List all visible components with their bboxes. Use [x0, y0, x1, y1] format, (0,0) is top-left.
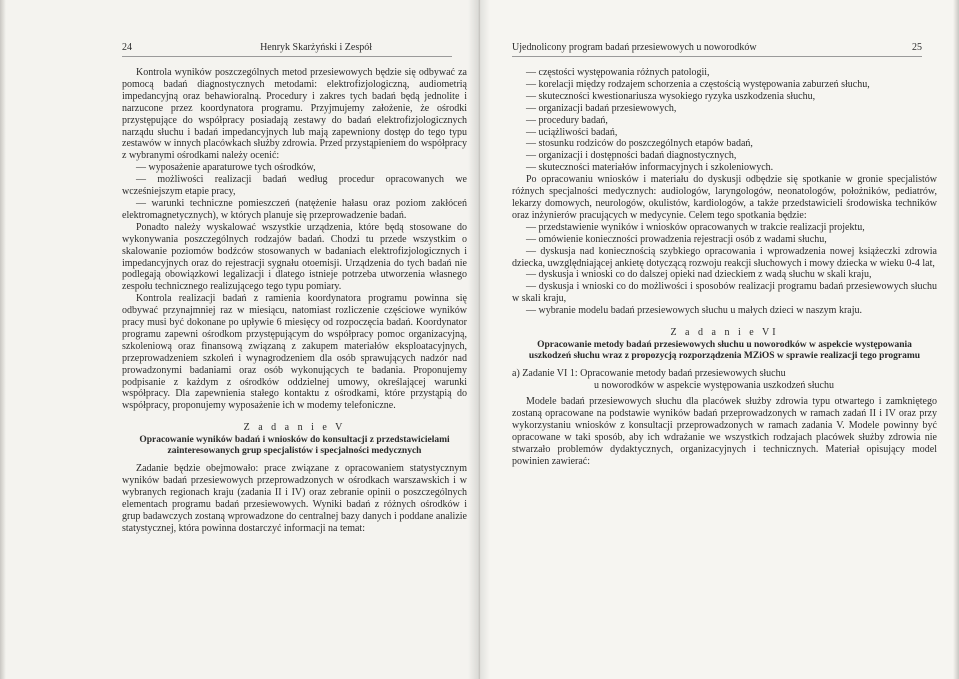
- list-item: — dyskusja i wnioski co do możliwości i sposobów realizacji programu badań przesiewowych słuchu w skali kraju,: [512, 281, 937, 305]
- right-body-text: [512, 67, 937, 467]
- list-item: — częstości występowania różnych patologii,: [526, 67, 710, 78]
- page-number-left: 24: [122, 42, 132, 53]
- running-head-author: Henryk Skarżyński i Zespół: [260, 42, 372, 53]
- list-item: — dyskusja nad koniecznością szybkiego opracowania i wprowadzenia nowej książeczki zdrowia dziecka, uwzględniającej ankietę dotyczącą rozwoju reakcji słuchowych i mowy dziecka w wieku 0-4 lat,: [512, 245, 937, 269]
- list-item: — warunki techniczne pomieszczeń (natężenie hałasu oraz poziom zakłóceń elektromagnetycznych), w których planuje się przeprowadzenie badań.: [122, 197, 467, 221]
- page-number-right: 25: [912, 42, 922, 53]
- paragraph: Po opracowaniu wniosków i materiału do dyskusji odbędzie się spotkanie w gronie specjalistów różnych specjalności medycznych: audiologów, laryngologów, neonatologów, położników, pediatrów, lekarzy domowych, neurologów, okulistów, kardiologów, a także przedstawicieli środowiska techników oraz inżynierów pracujących w medycynie. Celem tego spotkania będzie:: [512, 174, 937, 221]
- subsection-heading: [512, 368, 937, 392]
- section-title-vi: Opracowanie metody badań przesiewowych słuchu u noworodków w aspekcie występowania uszkodzeń słuchu wraz z propozycją rozporządzenia MZiOS w sprawie realizacji tego programu: [528, 340, 921, 362]
- list-item: — możliwości realizacji badań według procedur opracowanych we wcześniejszym etapie pracy,: [122, 174, 467, 198]
- page-edge-right: [953, 0, 959, 679]
- left-paragraphs: [122, 67, 467, 412]
- section-title-v: Opracowanie wyników badań i wniosków do konsultacji z przedstawicielami zainteresowanych grup specjalistów i specjalności medycznych: [139, 435, 450, 457]
- subsection-line-2: u noworodków w aspekcie występowania uszkodzeń słuchu: [594, 380, 834, 392]
- list-item: — uciążliwości badań,: [526, 126, 618, 138]
- list-item: — skuteczności kwestionariusza wysokiego ryzyka uszkodzenia słuchu,: [526, 90, 816, 102]
- paragraph: Zadanie będzie obejmowało: prace związane z opracowaniem statystycznym wyników badań przesiewowych przeprowadzonych w ośrodkach warszawskich i w wybranych regionach kraju (zadania II i IV) oraz zebranie opinii o poszczególnych elementach programu badań przesiewowych. Wyniki badań z różnych ośrodków i grup badawczych zostaną wprowadzone do centralnej bazy danych i poddane analizie statystycznej, która powinna dostarczyć informacji na temat:: [122, 463, 467, 534]
- list-item: — omówienie konieczności prowadzenia rejestracji osób z wadami słuchu,: [526, 233, 827, 245]
- section-heading-v: Z a d a n i e V: [243, 422, 346, 434]
- paragraph: Ponadto należy wyskalować wszystkie urządzenia, które będą stosowane do wykonywania poszczególnych rodzajów badań. Chodzi tu przede wszystkim o skalowanie poziomów bodźców stosowanych w badaniach elektrofizjologicznych i impedancyjnych oraz do rejestracji sygnału otoemisji. Urządzenia do tych badań nie podlegają obowiązkowi legalizacji i dlatego istnieje potrzeba utworzenia własnego zespołu technicznego realizującego tego typu pomiary.: [122, 221, 467, 293]
- list-item: — wybranie modelu badań przesiewowych słuchu u małych dzieci w naszym kraju.: [526, 305, 863, 317]
- list-item: — organizacji i dostępności badań diagnostycznych,: [526, 150, 737, 162]
- list-item: — dyskusja i wnioski co do dalszej opieki nad dzieckiem z wadą słuchu w skali kraju,: [526, 269, 872, 281]
- book-gutter: [468, 0, 490, 679]
- list-item: — przedstawienie wyników i wniosków opracowanych w trakcie realizacji projektu,: [526, 221, 865, 233]
- left-body-text: [122, 67, 467, 535]
- running-head-left: [122, 42, 452, 57]
- subsection-line-1: a) Zadanie VI 1: Opracowanie metody badań przesiewowych słuchu: [512, 368, 786, 380]
- page-edge-left: [0, 0, 6, 679]
- list-item: — wyposażenie aparaturowe tych ośrodków,: [136, 162, 316, 174]
- paragraph: Kontrola wyników poszczególnych metod przesiewowych będzie się odbywać za pomocą badań diagnostycznych metodami: elektrofizjologiczną, audiometrią impedancyjną oraz behawioralną. Procedury i zakres tych badań będą jednolite i narzucone przez koordynatora programu. Przyjmujemy założenie, że ośrodki przystępujące do współpracy posiadają zestawy do badań elektrofizjologicznych narządu słuchu i badań impedancyjnych lub mają zapewniony dostęp do tego typu zestawów w innych placówkach służby zdrowia. Przed przystąpieniem do współpracy z wybranymi ośrodkami należy ocenić:: [122, 67, 467, 162]
- list-item: — procedury badań,: [526, 114, 608, 126]
- running-head-title: Ujednolicony program badań przesiewowych u noworodków: [512, 42, 757, 53]
- left-page: [0, 0, 479, 679]
- list-item: — stosunku rodziców do poszczególnych etapów badań,: [526, 138, 753, 150]
- right-page: [480, 0, 959, 679]
- section-heading-vi: Z a d a n i e VI: [670, 327, 779, 339]
- list-item: — skuteczności materiałów informacyjnych i szkoleniowych.: [526, 162, 774, 174]
- running-head-right: [512, 42, 922, 57]
- paragraph: Kontrola realizacji badań z ramienia koordynatora programu powinna się odbywać przynajmniej raz w miesiącu, natomiast rozliczenie częściowe wyników pracy musi być dokonane po upływie 6 miesięcy od rozpoczęcia badań. Koordynator programu zapewni ośrodkom przystępującym do współpracy pomoc organizacyjną, szkoleniową oraz finansową związaną z zakupem materiałów eksploatacyjnych, przeprowadzeniem szkoleń i wynagrodzeniem dla osób sprawujących nadzór nad prowadzonymi badaniami oraz osób wykonujących te badania. Proponujemy podpisanie z każdym z ośrodków oddzielnej umowy, określającej warunki współpracy. Dla zapewnienia stałego kontaktu z ośrodkami, które przystąpią do współpracy, proponujemy wyposażenie ich w modemy telefoniczne.: [122, 293, 467, 412]
- list-item: — korelacji między rodzajem schorzenia a częstością występowania zaburzeń słuchu,: [526, 78, 870, 90]
- list-item: — organizacji badań przesiewowych,: [526, 102, 677, 114]
- right-paragraphs: [512, 67, 937, 317]
- paragraph: Modele badań przesiewowych słuchu dla placówek służby zdrowia typu otwartego i zamkniętego zostaną opracowane na podstawie wyników badań przeprowadzonych w ramach zadań II i IV oraz przy wykorzystaniu wniosków z konsultacji przeprowadzonych w ramach zadania V. Modele powinny być opracowane w taki sposób, aby ich wdrażanie we wszystkich rodzajach placówek służby zdrowia nie stwarzało problemów dydaktycznych, organizacyjnych i technicznych. Materiał opisujący model powinien zawierać:: [512, 396, 937, 467]
